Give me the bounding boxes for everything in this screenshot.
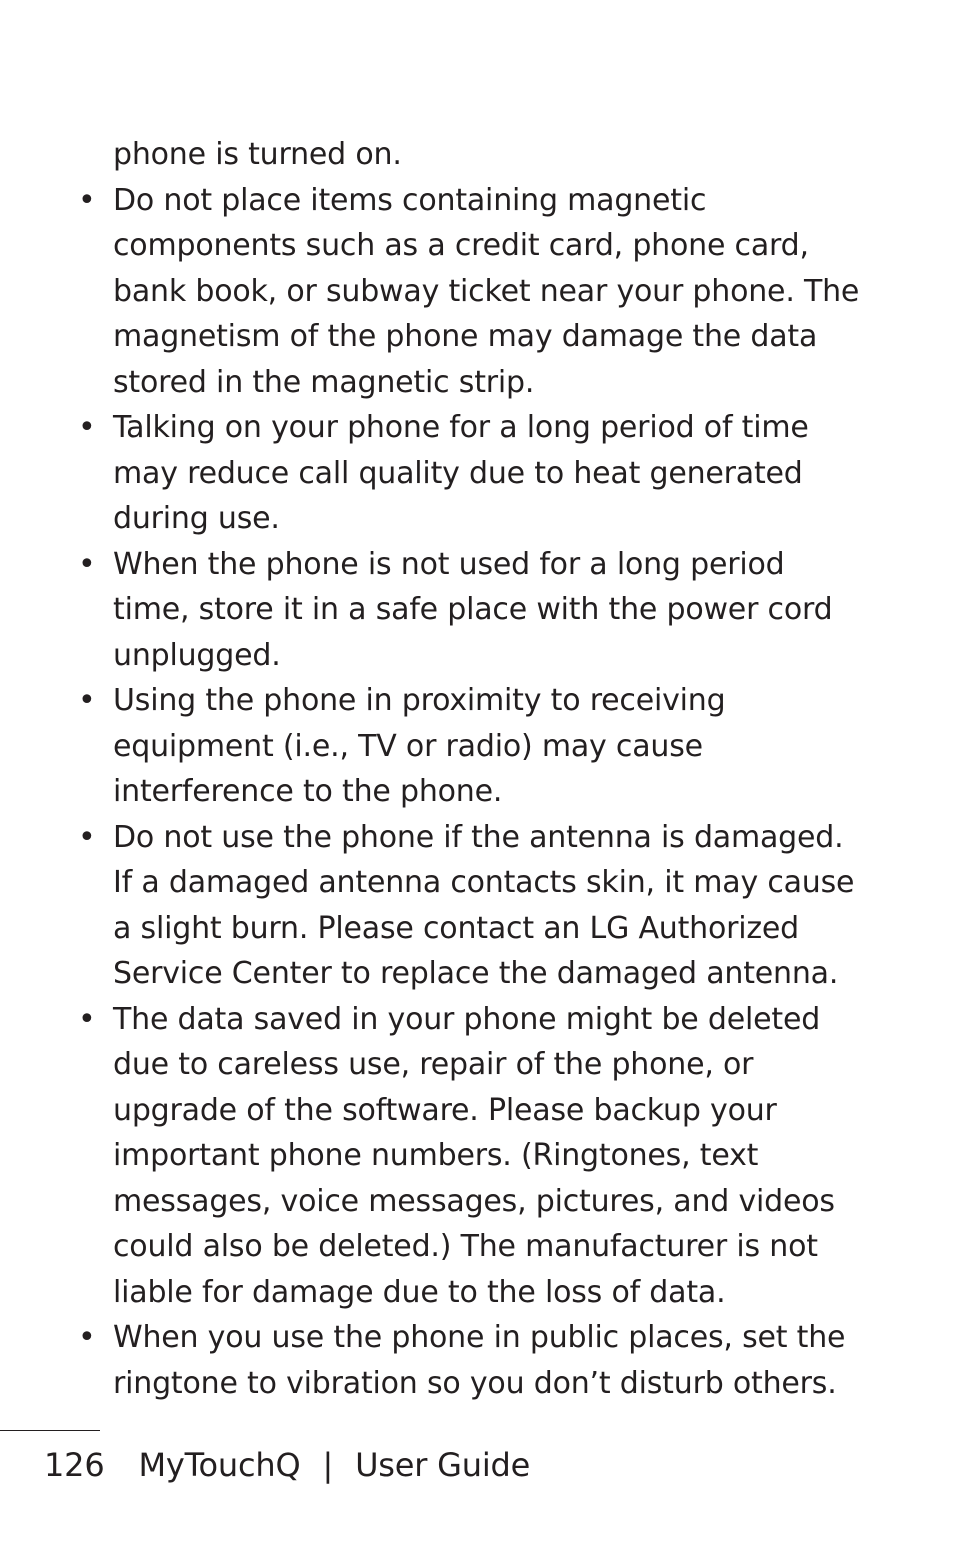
bullet-text-line: could also be deleted.) The manufacturer is not [113, 1229, 818, 1264]
bullet-icon: • [78, 546, 96, 582]
guide-title: User Guide [355, 1446, 531, 1484]
list-item [78, 815, 873, 997]
bullet-text-line: Do not place items containing magnetic [113, 182, 707, 218]
bullet-text-line: upgrade of the software. Please backup your [113, 1092, 777, 1128]
page-footer [44, 1443, 530, 1487]
bullet-text-line: time, store it in a safe place with the power cord [113, 592, 833, 627]
footer-rule [0, 1430, 100, 1431]
bullet-text-line: components such as a credit card, phone card, [113, 228, 809, 263]
bullet-icon: • [78, 683, 96, 718]
bullet-text-line: magnetism of the phone may damage the data [113, 319, 818, 354]
bullet-text-line: a slight burn. Please contact an LG Authorized [113, 910, 800, 946]
bullet-icon: • [78, 410, 96, 445]
bullet-text-line: equipment (i.e., TV or radio) may cause [113, 728, 703, 764]
list-item [78, 997, 873, 1316]
bullet-text-line: Do not use the phone if the antenna is damaged. [113, 819, 844, 855]
bullet-text-line: bank book, or subway ticket near your phone. The [113, 273, 860, 309]
bullet-icon: • [78, 1320, 96, 1355]
continued-line: phone is turned on. [113, 137, 402, 172]
bullet-text-line: stored in the magnetic strip. [113, 364, 535, 400]
bullet-text-line: interference to the phone. [113, 774, 503, 809]
bullet-text-line: If a damaged antenna contacts skin, it may cause [113, 865, 855, 900]
bullet-text-line: When you use the phone in public places, set the [113, 1320, 846, 1355]
bullet-icon: • [78, 1001, 96, 1037]
bullet-text-line: The data saved in your phone might be deleted [113, 1001, 821, 1037]
bullet-text-line: due to careless use, repair of the phone, or [113, 1047, 754, 1082]
bullet-text-line: When the phone is not used for a long period [113, 546, 785, 582]
list-item [78, 542, 873, 679]
list-item [78, 178, 873, 406]
bullet-text-line: important phone numbers. (Ringtones, text [113, 1138, 759, 1173]
safety-bullet-list [78, 178, 873, 1407]
body-text [78, 132, 873, 1406]
bullet-text-line: Talking on your phone for a long period of time [113, 410, 809, 445]
page-number: 126 [44, 1446, 105, 1484]
bullet-text-line: messages, voice messages, pictures, and videos [113, 1183, 835, 1219]
bullet-text-line: liable for damage due to the loss of data. [113, 1274, 726, 1310]
footer-separator: | [322, 1446, 334, 1484]
bullet-icon: • [78, 182, 96, 218]
bullet-text-line: Service Center to replace the damaged antenna. [113, 956, 839, 991]
bullet-text-line: unplugged. [113, 637, 281, 673]
bullet-text-line: Using the phone in proximity to receiving [113, 683, 726, 718]
bullet-text-line: during use. [113, 501, 280, 536]
list-item [78, 1315, 873, 1406]
product-name: MyTouchQ [138, 1446, 301, 1484]
bullet-text-line: ringtone to vibration so you don’t disturb others. [113, 1365, 837, 1401]
bullet-text-line: may reduce call quality due to heat generated [113, 455, 803, 491]
list-item [78, 678, 873, 815]
list-item [78, 405, 873, 542]
bullet-icon: • [78, 819, 96, 855]
